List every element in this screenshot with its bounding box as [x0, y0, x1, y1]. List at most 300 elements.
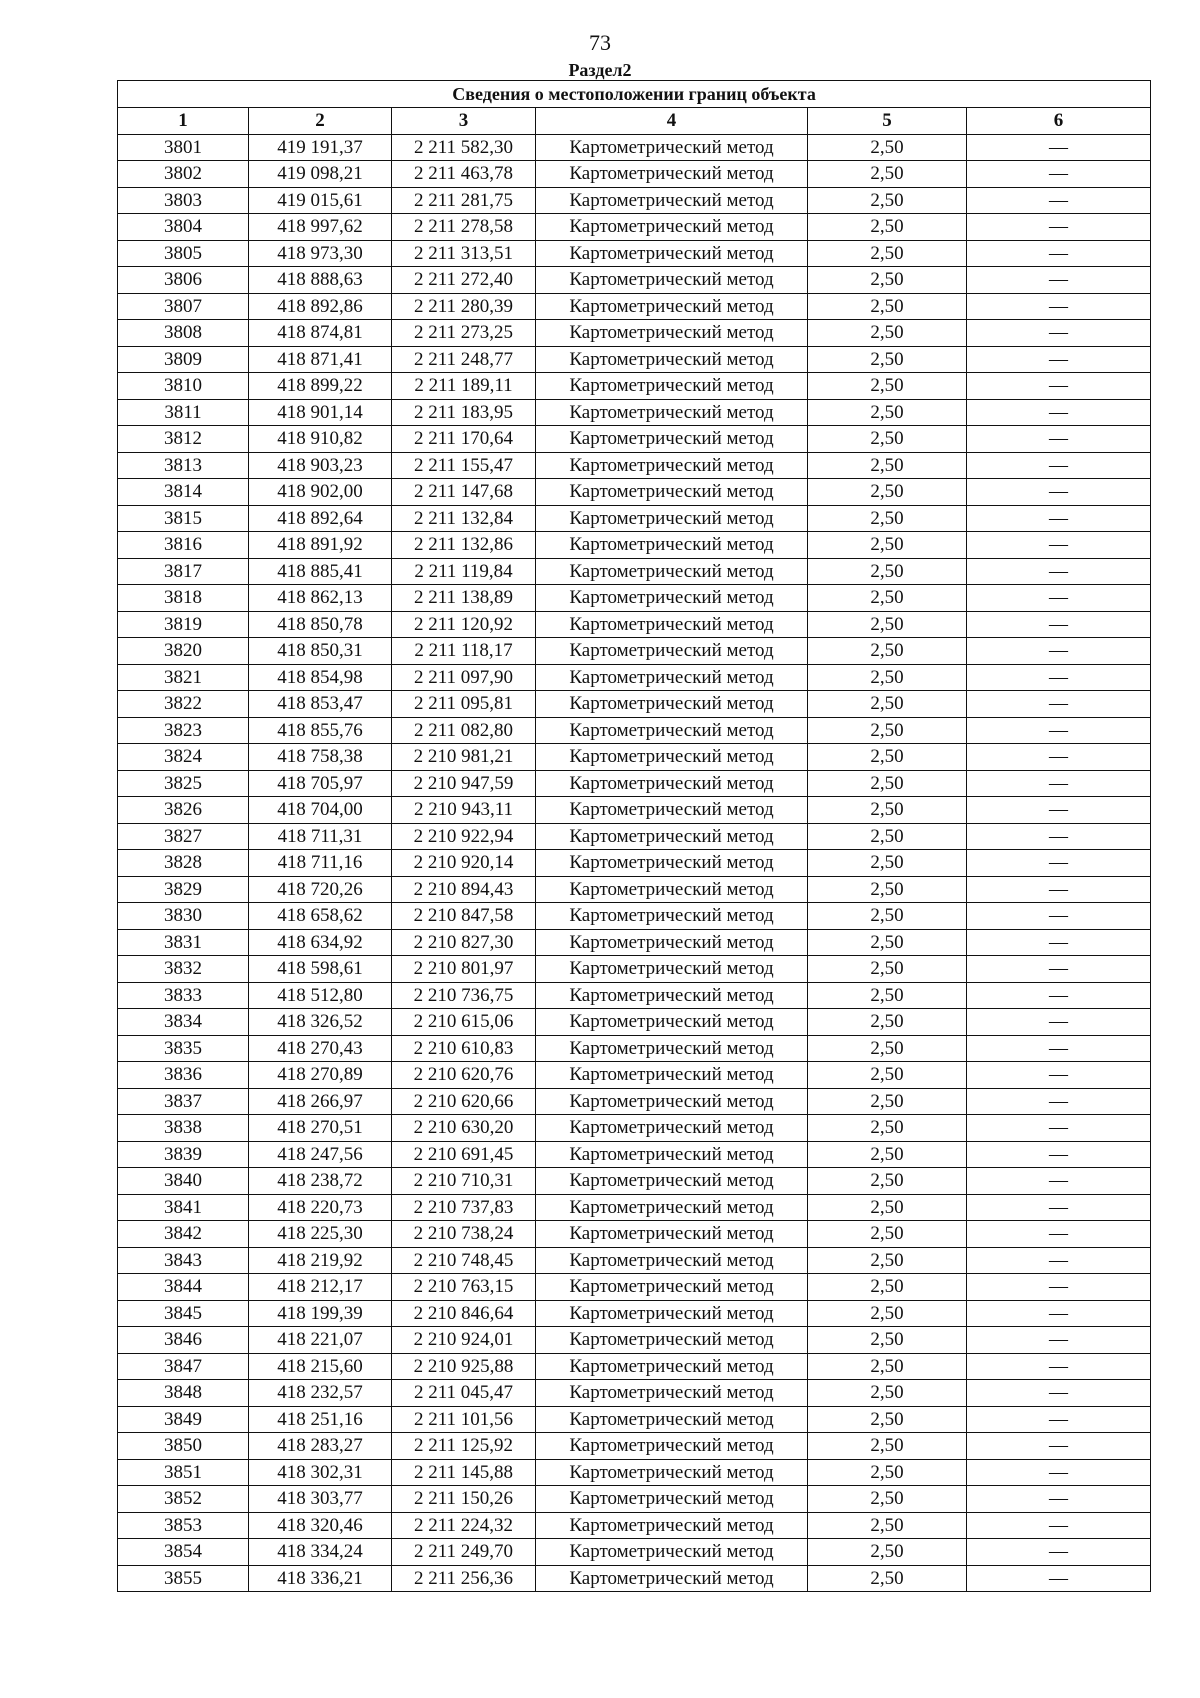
table-row	[118, 1327, 1151, 1354]
section-title: Раздел2	[568, 60, 632, 80]
page-number: 73	[589, 30, 611, 55]
point-number-cell: 3841	[118, 1194, 249, 1221]
description-cell: —	[967, 187, 1151, 214]
method-cell: Картометрический метод	[536, 1327, 808, 1354]
x-coordinate-cell: 418 212,17	[249, 1274, 392, 1301]
description-cell: —	[967, 638, 1151, 665]
description-cell: —	[967, 452, 1151, 479]
method-cell: Картометрический метод	[536, 1062, 808, 1089]
description-cell: —	[967, 1115, 1151, 1142]
point-number-cell: 3847	[118, 1353, 249, 1380]
y-coordinate-cell: 2 211 119,84	[392, 558, 536, 585]
description-cell: —	[967, 1486, 1151, 1513]
table-row	[118, 346, 1151, 373]
point-number-cell: 3839	[118, 1141, 249, 1168]
description-cell: —	[967, 240, 1151, 267]
x-coordinate-cell: 418 711,31	[249, 823, 392, 850]
method-cell: Картометрический метод	[536, 1194, 808, 1221]
y-coordinate-cell: 2 210 691,45	[392, 1141, 536, 1168]
y-coordinate-cell: 2 211 170,64	[392, 426, 536, 453]
table-row	[118, 479, 1151, 506]
point-number-cell: 3806	[118, 267, 249, 294]
description-cell: —	[967, 1380, 1151, 1407]
table-row	[118, 373, 1151, 400]
method-cell: Картометрический метод	[536, 1565, 808, 1592]
method-cell: Картометрический метод	[536, 558, 808, 585]
method-cell: Картометрический метод	[536, 850, 808, 877]
description-cell: —	[967, 1433, 1151, 1460]
y-coordinate-cell: 2 210 737,83	[392, 1194, 536, 1221]
point-number-cell: 3844	[118, 1274, 249, 1301]
point-number-cell: 3848	[118, 1380, 249, 1407]
y-coordinate-cell: 2 211 313,51	[392, 240, 536, 267]
x-coordinate-cell: 418 903,23	[249, 452, 392, 479]
y-coordinate-cell: 2 211 095,81	[392, 691, 536, 718]
x-coordinate-cell: 418 899,22	[249, 373, 392, 400]
description-cell: —	[967, 558, 1151, 585]
x-coordinate-cell: 418 303,77	[249, 1486, 392, 1513]
description-cell: —	[967, 956, 1151, 983]
column-header: 4	[536, 108, 808, 135]
x-coordinate-cell: 418 871,41	[249, 346, 392, 373]
x-coordinate-cell: 418 336,21	[249, 1565, 392, 1592]
method-cell: Картометрический метод	[536, 876, 808, 903]
point-number-cell: 3812	[118, 426, 249, 453]
method-cell: Картометрический метод	[536, 1433, 808, 1460]
table-row	[118, 320, 1151, 347]
point-number-cell: 3805	[118, 240, 249, 267]
table-row	[118, 1459, 1151, 1486]
x-coordinate-cell: 419 098,21	[249, 161, 392, 188]
column-header: 6	[967, 108, 1151, 135]
point-number-cell: 3810	[118, 373, 249, 400]
method-cell: Картометрический метод	[536, 532, 808, 559]
table-caption-row	[118, 81, 1151, 108]
table-row	[118, 929, 1151, 956]
y-coordinate-cell: 2 210 947,59	[392, 770, 536, 797]
accuracy-cell: 2,50	[808, 1141, 967, 1168]
point-number-cell: 3842	[118, 1221, 249, 1248]
method-cell: Картометрический метод	[536, 611, 808, 638]
accuracy-cell: 2,50	[808, 1486, 967, 1513]
y-coordinate-cell: 2 210 925,88	[392, 1353, 536, 1380]
point-number-cell: 3852	[118, 1486, 249, 1513]
y-coordinate-cell: 2 211 183,95	[392, 399, 536, 426]
x-coordinate-cell: 418 221,07	[249, 1327, 392, 1354]
table-row	[118, 691, 1151, 718]
table-row	[118, 797, 1151, 824]
accuracy-cell: 2,50	[808, 479, 967, 506]
x-coordinate-cell: 418 854,98	[249, 664, 392, 691]
table-row	[118, 1247, 1151, 1274]
x-coordinate-cell: 418 902,00	[249, 479, 392, 506]
table-row	[118, 1035, 1151, 1062]
description-cell: —	[967, 1062, 1151, 1089]
description-cell: —	[967, 1221, 1151, 1248]
accuracy-cell: 2,50	[808, 1380, 967, 1407]
description-cell: —	[967, 505, 1151, 532]
method-cell: Картометрический метод	[536, 1486, 808, 1513]
point-number-cell: 3851	[118, 1459, 249, 1486]
table-row	[118, 1141, 1151, 1168]
x-coordinate-cell: 418 215,60	[249, 1353, 392, 1380]
accuracy-cell: 2,50	[808, 214, 967, 241]
point-number-cell: 3824	[118, 744, 249, 771]
method-cell: Картометрический метод	[536, 691, 808, 718]
description-cell: —	[967, 1009, 1151, 1036]
accuracy-cell: 2,50	[808, 558, 967, 585]
accuracy-cell: 2,50	[808, 1115, 967, 1142]
method-cell: Картометрический метод	[536, 187, 808, 214]
column-header: 5	[808, 108, 967, 135]
y-coordinate-cell: 2 210 763,15	[392, 1274, 536, 1301]
description-cell: —	[967, 214, 1151, 241]
x-coordinate-cell: 418 270,89	[249, 1062, 392, 1089]
accuracy-cell: 2,50	[808, 982, 967, 1009]
method-cell: Картометрический метод	[536, 452, 808, 479]
y-coordinate-cell: 2 211 273,25	[392, 320, 536, 347]
accuracy-cell: 2,50	[808, 691, 967, 718]
x-coordinate-cell: 418 855,76	[249, 717, 392, 744]
point-number-cell: 3825	[118, 770, 249, 797]
x-coordinate-cell: 418 704,00	[249, 797, 392, 824]
y-coordinate-cell: 2 211 082,80	[392, 717, 536, 744]
y-coordinate-cell: 2 211 097,90	[392, 664, 536, 691]
x-coordinate-cell: 418 334,24	[249, 1539, 392, 1566]
description-cell: —	[967, 1327, 1151, 1354]
accuracy-cell: 2,50	[808, 1194, 967, 1221]
method-cell: Картометрический метод	[536, 956, 808, 983]
x-coordinate-cell: 418 220,73	[249, 1194, 392, 1221]
x-coordinate-cell: 418 238,72	[249, 1168, 392, 1195]
table-row	[118, 850, 1151, 877]
point-number-cell: 3823	[118, 717, 249, 744]
method-cell: Картометрический метод	[536, 373, 808, 400]
y-coordinate-cell: 2 210 801,97	[392, 956, 536, 983]
point-number-cell: 3822	[118, 691, 249, 718]
point-number-cell: 3811	[118, 399, 249, 426]
accuracy-cell: 2,50	[808, 346, 967, 373]
method-cell: Картометрический метод	[536, 1247, 808, 1274]
method-cell: Картометрический метод	[536, 1168, 808, 1195]
accuracy-cell: 2,50	[808, 1539, 967, 1566]
point-number-cell: 3803	[118, 187, 249, 214]
method-cell: Картометрический метод	[536, 214, 808, 241]
description-cell: —	[967, 1353, 1151, 1380]
description-cell: —	[967, 479, 1151, 506]
y-coordinate-cell: 2 210 922,94	[392, 823, 536, 850]
x-coordinate-cell: 418 711,16	[249, 850, 392, 877]
point-number-cell: 3834	[118, 1009, 249, 1036]
point-number-cell: 3818	[118, 585, 249, 612]
point-number-cell: 3826	[118, 797, 249, 824]
x-coordinate-cell: 418 302,31	[249, 1459, 392, 1486]
point-number-cell: 3807	[118, 293, 249, 320]
table-row	[118, 1565, 1151, 1592]
accuracy-cell: 2,50	[808, 1565, 967, 1592]
point-number-cell: 3820	[118, 638, 249, 665]
table-row	[118, 1512, 1151, 1539]
x-coordinate-cell: 418 850,78	[249, 611, 392, 638]
y-coordinate-cell: 2 211 147,68	[392, 479, 536, 506]
point-number-cell: 3833	[118, 982, 249, 1009]
accuracy-cell: 2,50	[808, 797, 967, 824]
point-number-cell: 3843	[118, 1247, 249, 1274]
description-cell: —	[967, 267, 1151, 294]
point-number-cell: 3809	[118, 346, 249, 373]
method-cell: Картометрический метод	[536, 399, 808, 426]
description-cell: —	[967, 293, 1151, 320]
method-cell: Картометрический метод	[536, 1115, 808, 1142]
description-cell: —	[967, 929, 1151, 956]
y-coordinate-cell: 2 211 045,47	[392, 1380, 536, 1407]
table-row	[118, 1194, 1151, 1221]
y-coordinate-cell: 2 210 981,21	[392, 744, 536, 771]
y-coordinate-cell: 2 211 256,36	[392, 1565, 536, 1592]
y-coordinate-cell: 2 211 463,78	[392, 161, 536, 188]
y-coordinate-cell: 2 210 847,58	[392, 903, 536, 930]
accuracy-cell: 2,50	[808, 850, 967, 877]
x-coordinate-cell: 419 015,61	[249, 187, 392, 214]
accuracy-cell: 2,50	[808, 903, 967, 930]
point-number-cell: 3850	[118, 1433, 249, 1460]
x-coordinate-cell: 418 247,56	[249, 1141, 392, 1168]
method-cell: Картометрический метод	[536, 770, 808, 797]
accuracy-cell: 2,50	[808, 1459, 967, 1486]
y-coordinate-cell: 2 210 894,43	[392, 876, 536, 903]
x-coordinate-cell: 418 888,63	[249, 267, 392, 294]
table-row	[118, 558, 1151, 585]
x-coordinate-cell: 418 225,30	[249, 1221, 392, 1248]
accuracy-cell: 2,50	[808, 320, 967, 347]
table-row	[118, 1380, 1151, 1407]
method-cell: Картометрический метод	[536, 240, 808, 267]
y-coordinate-cell: 2 211 118,17	[392, 638, 536, 665]
point-number-cell: 3849	[118, 1406, 249, 1433]
method-cell: Картометрический метод	[536, 479, 808, 506]
column-number-row	[118, 108, 1151, 135]
accuracy-cell: 2,50	[808, 1009, 967, 1036]
table-row	[118, 823, 1151, 850]
description-cell: —	[967, 399, 1151, 426]
y-coordinate-cell: 2 210 920,14	[392, 850, 536, 877]
accuracy-cell: 2,50	[808, 1433, 967, 1460]
y-coordinate-cell: 2 210 630,20	[392, 1115, 536, 1142]
point-number-cell: 3816	[118, 532, 249, 559]
table-row	[118, 876, 1151, 903]
table-row	[118, 187, 1151, 214]
x-coordinate-cell: 418 251,16	[249, 1406, 392, 1433]
point-number-cell: 3836	[118, 1062, 249, 1089]
x-coordinate-cell: 418 892,64	[249, 505, 392, 532]
y-coordinate-cell: 2 211 272,40	[392, 267, 536, 294]
description-cell: —	[967, 691, 1151, 718]
description-cell: —	[967, 373, 1151, 400]
method-cell: Картометрический метод	[536, 1088, 808, 1115]
point-number-cell: 3846	[118, 1327, 249, 1354]
accuracy-cell: 2,50	[808, 664, 967, 691]
accuracy-cell: 2,50	[808, 399, 967, 426]
method-cell: Картометрический метод	[536, 744, 808, 771]
accuracy-cell: 2,50	[808, 638, 967, 665]
table-row	[118, 744, 1151, 771]
description-cell: —	[967, 1459, 1151, 1486]
point-number-cell: 3828	[118, 850, 249, 877]
x-coordinate-cell: 418 973,30	[249, 240, 392, 267]
point-number-cell: 3814	[118, 479, 249, 506]
x-coordinate-cell: 418 901,14	[249, 399, 392, 426]
y-coordinate-cell: 2 210 610,83	[392, 1035, 536, 1062]
description-cell: —	[967, 134, 1151, 161]
x-coordinate-cell: 418 910,82	[249, 426, 392, 453]
description-cell: —	[967, 161, 1151, 188]
y-coordinate-cell: 2 210 924,01	[392, 1327, 536, 1354]
x-coordinate-cell: 418 598,61	[249, 956, 392, 983]
y-coordinate-cell: 2 210 738,24	[392, 1221, 536, 1248]
method-cell: Картометрический метод	[536, 903, 808, 930]
accuracy-cell: 2,50	[808, 717, 967, 744]
y-coordinate-cell: 2 211 278,58	[392, 214, 536, 241]
x-coordinate-cell: 418 232,57	[249, 1380, 392, 1407]
description-cell: —	[967, 664, 1151, 691]
accuracy-cell: 2,50	[808, 1035, 967, 1062]
point-number-cell: 3854	[118, 1539, 249, 1566]
table-row	[118, 1221, 1151, 1248]
point-number-cell: 3853	[118, 1512, 249, 1539]
y-coordinate-cell: 2 211 120,92	[392, 611, 536, 638]
description-cell: —	[967, 770, 1151, 797]
y-coordinate-cell: 2 211 248,77	[392, 346, 536, 373]
y-coordinate-cell: 2 211 132,86	[392, 532, 536, 559]
accuracy-cell: 2,50	[808, 611, 967, 638]
y-coordinate-cell: 2 211 132,84	[392, 505, 536, 532]
accuracy-cell: 2,50	[808, 161, 967, 188]
method-cell: Картометрический метод	[536, 664, 808, 691]
x-coordinate-cell: 418 658,62	[249, 903, 392, 930]
y-coordinate-cell: 2 210 615,06	[392, 1009, 536, 1036]
y-coordinate-cell: 2 211 155,47	[392, 452, 536, 479]
y-coordinate-cell: 2 211 582,30	[392, 134, 536, 161]
y-coordinate-cell: 2 210 846,64	[392, 1300, 536, 1327]
accuracy-cell: 2,50	[808, 134, 967, 161]
description-cell: —	[967, 320, 1151, 347]
point-number-cell: 3813	[118, 452, 249, 479]
point-number-cell: 3815	[118, 505, 249, 532]
description-cell: —	[967, 346, 1151, 373]
y-coordinate-cell: 2 211 249,70	[392, 1539, 536, 1566]
method-cell: Картометрический метод	[536, 982, 808, 1009]
point-number-cell: 3808	[118, 320, 249, 347]
point-number-cell: 3845	[118, 1300, 249, 1327]
y-coordinate-cell: 2 211 224,32	[392, 1512, 536, 1539]
table-row	[118, 426, 1151, 453]
x-coordinate-cell: 418 219,92	[249, 1247, 392, 1274]
accuracy-cell: 2,50	[808, 426, 967, 453]
table-row	[118, 240, 1151, 267]
x-coordinate-cell: 418 199,39	[249, 1300, 392, 1327]
point-number-cell: 3855	[118, 1565, 249, 1592]
description-cell: —	[967, 1512, 1151, 1539]
point-number-cell: 3802	[118, 161, 249, 188]
y-coordinate-cell: 2 211 101,56	[392, 1406, 536, 1433]
point-number-cell: 3821	[118, 664, 249, 691]
accuracy-cell: 2,50	[808, 823, 967, 850]
description-cell: —	[967, 744, 1151, 771]
x-coordinate-cell: 418 512,80	[249, 982, 392, 1009]
description-cell: —	[967, 823, 1151, 850]
accuracy-cell: 2,50	[808, 956, 967, 983]
table-row	[118, 638, 1151, 665]
column-header: 3	[392, 108, 536, 135]
table-row	[118, 267, 1151, 294]
table-row	[118, 1115, 1151, 1142]
x-coordinate-cell: 418 266,97	[249, 1088, 392, 1115]
accuracy-cell: 2,50	[808, 452, 967, 479]
accuracy-cell: 2,50	[808, 532, 967, 559]
table-row	[118, 903, 1151, 930]
point-number-cell: 3837	[118, 1088, 249, 1115]
description-cell: —	[967, 426, 1151, 453]
method-cell: Картометрический метод	[536, 585, 808, 612]
method-cell: Картометрический метод	[536, 1380, 808, 1407]
x-coordinate-cell: 418 850,31	[249, 638, 392, 665]
y-coordinate-cell: 2 210 943,11	[392, 797, 536, 824]
description-cell: —	[967, 1565, 1151, 1592]
method-cell: Картометрический метод	[536, 638, 808, 665]
x-coordinate-cell: 418 885,41	[249, 558, 392, 585]
description-cell: —	[967, 797, 1151, 824]
description-cell: —	[967, 1274, 1151, 1301]
description-cell: —	[967, 903, 1151, 930]
method-cell: Картометрический метод	[536, 267, 808, 294]
x-coordinate-cell: 419 191,37	[249, 134, 392, 161]
description-cell: —	[967, 1300, 1151, 1327]
method-cell: Картометрический метод	[536, 426, 808, 453]
description-cell: —	[967, 1247, 1151, 1274]
description-cell: —	[967, 1406, 1151, 1433]
boundary-table	[117, 80, 1151, 1592]
table-row	[118, 1062, 1151, 1089]
point-number-cell: 3801	[118, 134, 249, 161]
table-row	[118, 161, 1151, 188]
x-coordinate-cell: 418 705,97	[249, 770, 392, 797]
method-cell: Картометрический метод	[536, 1300, 808, 1327]
method-cell: Картометрический метод	[536, 161, 808, 188]
point-number-cell: 3804	[118, 214, 249, 241]
table-row	[118, 293, 1151, 320]
point-number-cell: 3830	[118, 903, 249, 930]
method-cell: Картометрический метод	[536, 1009, 808, 1036]
accuracy-cell: 2,50	[808, 1300, 967, 1327]
y-coordinate-cell: 2 211 125,92	[392, 1433, 536, 1460]
y-coordinate-cell: 2 210 620,66	[392, 1088, 536, 1115]
accuracy-cell: 2,50	[808, 1247, 967, 1274]
y-coordinate-cell: 2 210 710,31	[392, 1168, 536, 1195]
table-row	[118, 1088, 1151, 1115]
point-number-cell: 3817	[118, 558, 249, 585]
accuracy-cell: 2,50	[808, 240, 967, 267]
method-cell: Картометрический метод	[536, 1353, 808, 1380]
method-cell: Картометрический метод	[536, 929, 808, 956]
method-cell: Картометрический метод	[536, 320, 808, 347]
table-row	[118, 982, 1151, 1009]
x-coordinate-cell: 418 874,81	[249, 320, 392, 347]
x-coordinate-cell: 418 320,46	[249, 1512, 392, 1539]
description-cell: —	[967, 1035, 1151, 1062]
y-coordinate-cell: 2 210 620,76	[392, 1062, 536, 1089]
column-header: 1	[118, 108, 249, 135]
point-number-cell: 3829	[118, 876, 249, 903]
